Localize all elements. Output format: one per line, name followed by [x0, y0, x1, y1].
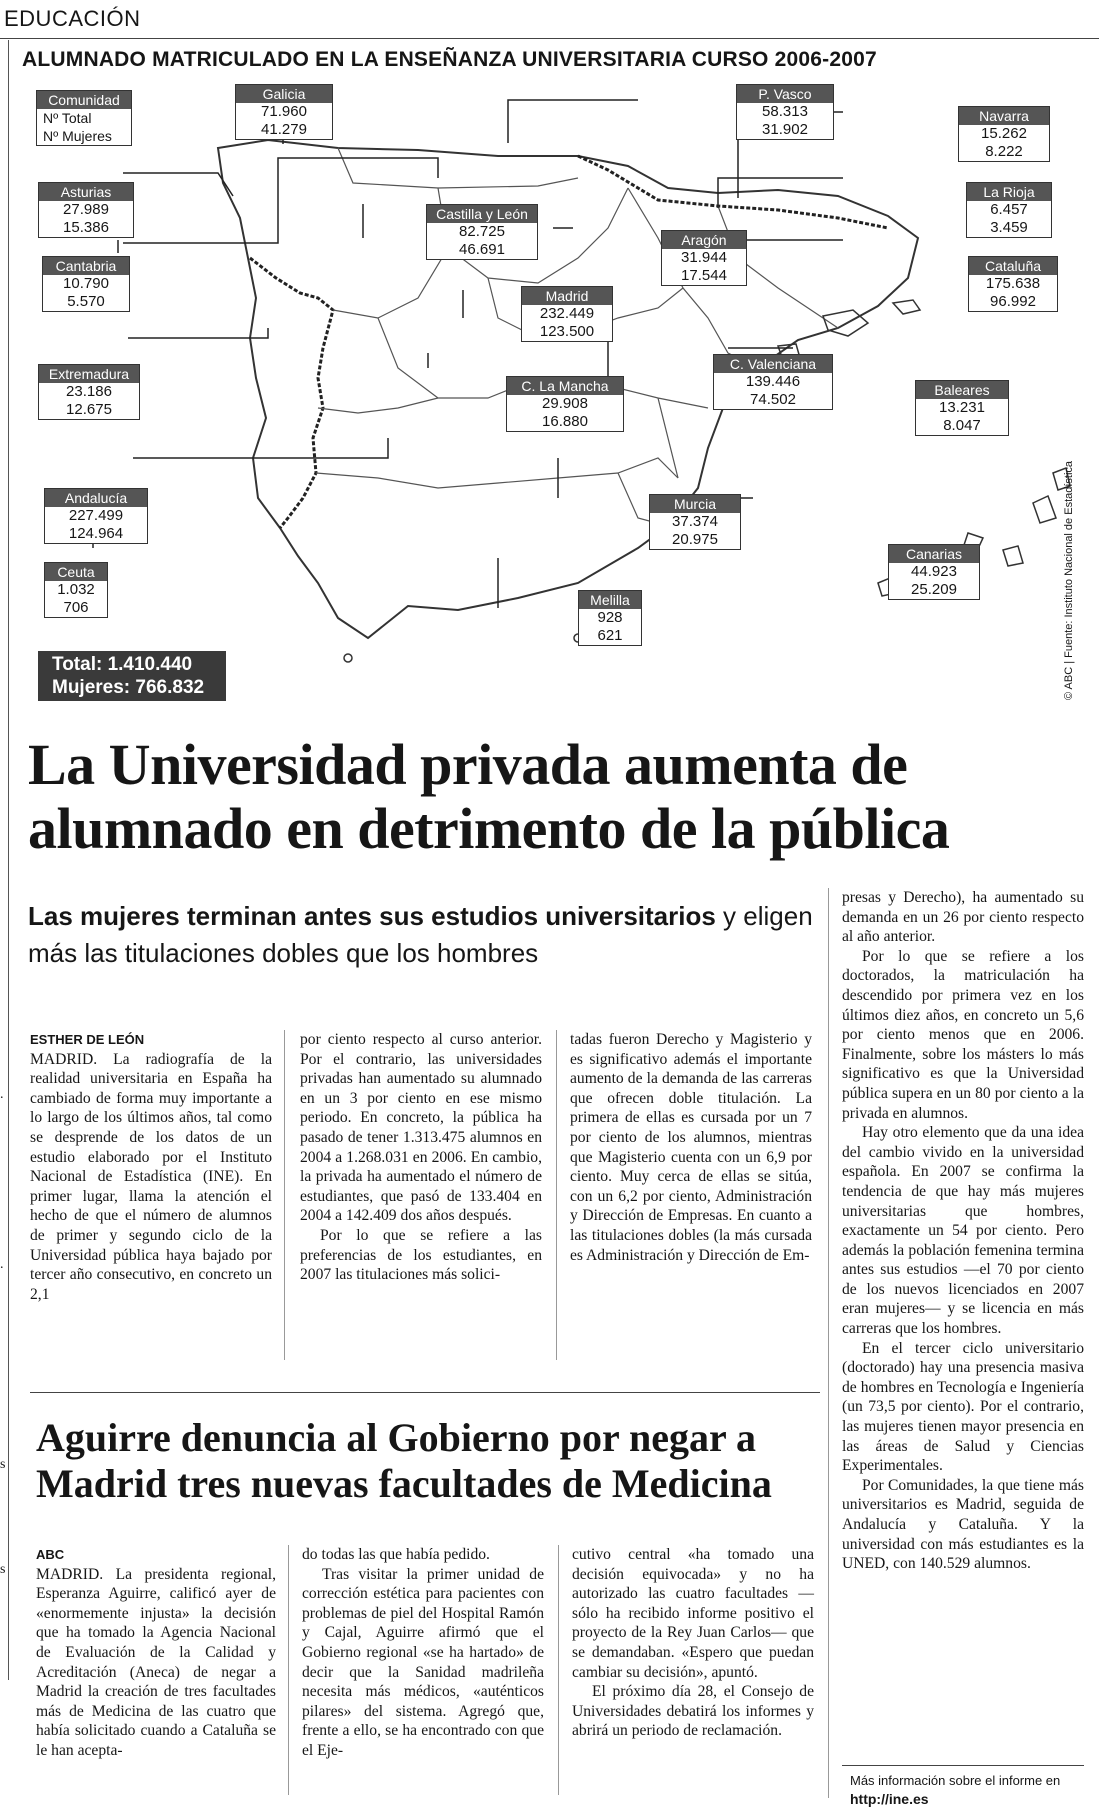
legend-box: [36, 90, 132, 146]
column-divider: [558, 1545, 559, 1795]
region-women: 5.570: [67, 293, 105, 310]
region-name: Murcia: [650, 495, 740, 513]
article1-paragraph: MADRID. La radiografía de la realidad universitaria en España ha cambiado de forma muy importante a lo largo de los últimos años, tal como se desprende de los datos de un estudio elaborado por el Instituto Nacional de Estadística (INE). En primer lugar, llama la atención el hecho de que el número de alumnos de primer y segundo ciclo de la Universidad pública haya bajado por tercer año consecutivo, en concreto un 2,1: [30, 1050, 272, 1303]
region-total: 31.944: [681, 249, 727, 266]
portugal-border: [250, 258, 333, 528]
region-women: 20.975: [672, 531, 718, 548]
total-line: Total: 1.410.440: [52, 654, 193, 675]
article2-byline: ABC: [36, 1547, 65, 1562]
region-name: C. Valenciana: [714, 355, 832, 373]
region-box-c-la-mancha: [506, 376, 624, 432]
region-women: 31.902: [762, 121, 808, 138]
region-box-extremadura: [38, 364, 140, 420]
region-box-canarias: [888, 544, 980, 600]
region-total: 227.499: [68, 507, 124, 524]
article1-column-2: [300, 1030, 542, 1285]
region-box-navarra: [958, 106, 1050, 162]
ceuta-marker: [344, 654, 352, 662]
article1-byline: ESTHER DE LEÓN: [30, 1032, 145, 1047]
region-total: 139.446: [745, 373, 801, 390]
region-name: La Rioja: [967, 183, 1051, 201]
region-name: Castilla y León: [427, 205, 537, 223]
region-women: 8.222: [985, 143, 1023, 160]
region-women: 41.279: [261, 121, 307, 138]
map-title: ALUMNADO MATRICULADO EN LA ENSEÑANZA UNIVERSITARIA CURSO 2006-2007: [22, 48, 877, 71]
region-name: Melilla: [579, 591, 641, 609]
article2-headline: [36, 1415, 772, 1507]
article1-column-1: [30, 1030, 272, 1304]
region-total: 13.231: [939, 399, 985, 416]
subhead-rest: y eligen más las titulaciones dobles que los hombres: [28, 901, 813, 968]
region-women: 74.502: [750, 391, 796, 408]
region-women: 8.047: [943, 417, 981, 434]
more-info-link[interactable]: http://ine.es: [850, 1791, 929, 1807]
section-rule: [0, 38, 1099, 39]
article1-paragraph: por ciento respecto al curso anterior. Por el contrario, las universidades privadas han aumentado su alumnado en un 3 por ciento en ese mismo periodo. En concreto, la pública ha pasado de tener 1.313.475 alumnos en 2004 a 1.268.031 en 2006. En cambio, la privada ha aumentado el número de estudiantes, que pasó de 133.404 en 2004 a 142.409 dos años después.: [300, 1031, 542, 1225]
region-box-cataluna: [968, 256, 1058, 312]
region-total: 6.457: [990, 201, 1028, 218]
region-box-cantabria: [42, 256, 130, 312]
legend-women: Nº Mujeres: [43, 128, 112, 144]
region-name: Cataluña: [969, 257, 1057, 275]
article1-subhead: [28, 898, 818, 972]
region-box-madrid: [521, 286, 613, 342]
region-name: Extremadura: [39, 365, 139, 383]
region-name: Galicia: [236, 85, 332, 103]
article1-headline: [28, 733, 949, 861]
article1-paragraph: Hay otro elemento que da una idea del cambio vivido en la universidad española. En 2007 se confirma la tendencia de que hay más mujeres universitarias que hombres, exactamente un 54 por ciento. Pero además la población femenina termina antes sus estudios —el 70 por ciento de los nuevos licenciados en 2007 eran mujeres— y se licencia en más carreras que los hombres.: [842, 1124, 1084, 1338]
region-box-ceuta: [44, 562, 108, 618]
region-box-c-valenciana: [713, 354, 833, 410]
women-line: Mujeres: 766.832: [52, 677, 205, 698]
region-women: 15.386: [63, 219, 109, 236]
region-name: Navarra: [959, 107, 1049, 125]
article2-paragraph: MADRID. La presidenta regional, Esperanza Aguirre, calificó ayer de «enormemente injusta» la decisión que ha tomado la Agencia Nacional de Evaluación de la Calidad y Acreditación (Aneca) de negar a Madrid la creación de tres facultades más de Medicina de las cuatro que había solicitado cuando a Cataluña se le han acepta-: [36, 1565, 276, 1759]
region-box-la-rioja: [966, 182, 1052, 238]
region-total: 29.908: [542, 395, 588, 412]
subhead-bold: Las mujeres terminan antes sus estudios universitarios: [28, 901, 716, 931]
column-divider: [828, 888, 829, 1798]
headline-line: alumnado en detrimento de la pública: [28, 796, 950, 861]
region-women: 12.675: [66, 401, 112, 418]
section-label: EDUCACIÓN: [4, 6, 141, 31]
column-divider: [284, 1030, 285, 1360]
region-total: 175.638: [985, 275, 1041, 292]
region-box-asturias: [38, 182, 134, 238]
headline-line: Madrid tres nuevas facultades de Medicina: [36, 1461, 772, 1506]
spain-map-infographic: [18, 78, 1078, 700]
region-women: 25.209: [911, 581, 957, 598]
region-box-andalucia: [44, 488, 148, 544]
region-name: Ceuta: [45, 563, 107, 581]
headline-line: Aguirre denuncia al Gobierno por negar a: [36, 1415, 757, 1460]
region-total: 928: [597, 609, 623, 626]
balearic-islands: [778, 300, 920, 360]
region-women: 124.964: [68, 525, 124, 542]
article1-paragraph: presas y Derecho), ha aumentado su demanda en un 26 por ciento respecto al año anterior.: [842, 889, 1084, 946]
region-box-castilla-y-leon: [426, 204, 538, 260]
article1-paragraph: En el tercer ciclo universitario (doctorado) hay una presencia masiva de hombres en Tecnología e Ingeniería (un 73,5 por ciento). Por el contrario, las mujeres tienen mayor presencia en las áreas de Salud y Ciencias Experimentales.: [842, 1339, 1084, 1475]
article1-column-4: [842, 888, 1084, 1574]
article2-paragraph: do todas las que había pedido.: [302, 1546, 490, 1563]
region-name: P. Vasco: [737, 85, 833, 103]
edge-fragment: s: [0, 1457, 6, 1472]
region-women: 96.992: [990, 293, 1036, 310]
region-name: Asturias: [39, 183, 133, 201]
region-total: 37.374: [672, 513, 718, 530]
region-box-melilla: [578, 590, 642, 646]
region-women: 16.880: [542, 413, 588, 430]
region-box-baleares: [915, 380, 1009, 436]
region-total: 232.449: [539, 305, 595, 322]
region-women: 46.691: [459, 241, 505, 258]
region-box-murcia: [649, 494, 741, 550]
region-name: Aragón: [662, 231, 746, 249]
region-total: 1.032: [57, 581, 95, 598]
region-name: Cantabria: [43, 257, 129, 275]
region-women: 17.544: [681, 267, 727, 284]
article-separator: [30, 1392, 820, 1393]
region-name: Andalucía: [45, 489, 147, 507]
region-total: 27.989: [63, 201, 109, 218]
headline-line: La Universidad privada aumenta de: [28, 732, 908, 797]
totals-box: [38, 651, 226, 701]
legend-total: Nº Total: [43, 110, 92, 126]
region-name: C. La Mancha: [507, 377, 623, 395]
column-divider: [556, 1030, 557, 1360]
edge-fragment: .: [0, 1257, 4, 1272]
region-total: 15.262: [981, 125, 1027, 142]
region-name: Canarias: [889, 545, 979, 563]
region-women: 3.459: [990, 219, 1028, 236]
article2-paragraph: El próximo día 28, el Consejo de Universidades debatirá los informes y abrirá un periodo de reclamación.: [572, 1683, 814, 1740]
more-info: [850, 1772, 1060, 1809]
source-credit: © ABC | Fuente: Instituto Nacional de Estadística: [1063, 460, 1075, 700]
region-total: 71.960: [261, 103, 307, 120]
region-women: 706: [63, 599, 89, 616]
region-women: 621: [597, 627, 623, 644]
gutter-rule: [8, 40, 9, 1680]
article2-column-3: [572, 1545, 814, 1741]
region-total: 58.313: [762, 103, 808, 120]
region-total: 10.790: [63, 275, 109, 292]
article1-paragraph: Por lo que se refiere a los doctorados, la matriculación ha descendido por primera vez en los últimos diez años, en concreto un 5,6 por ciento menos que en 2006. Finalmente, sobre los másters lo más significativo es que la Universidad pública supera en un 80 por ciento a la privada en alumnos.: [842, 947, 1084, 1122]
region-box-galicia: [235, 84, 333, 140]
article1-paragraph: Por Comunidades, la que tiene más universitarios es Madrid, seguida de Andalucía y Cataluña. Y la universidad con más estudiantes es la UNED, con 140.529 alumnos.: [842, 1476, 1084, 1573]
legend-name: Comunidad: [37, 91, 131, 109]
article2-column-1: [36, 1545, 276, 1761]
article2-paragraph: Tras visitar la primer unidad de corrección estética para pacientes con problemas de piel del Hospital Ramón y Cajal, Aguirre afirmó que el Gobierno regional «se ha hartado» de decir que la Sanidad madrileña necesita más médicos, «auténticos pilares» del sistema. Agregó que, frente a ello, se ha encontrado con que el Eje-: [302, 1565, 544, 1759]
region-total: 23.186: [66, 383, 112, 400]
edge-fragment: .: [0, 1087, 4, 1102]
region-total: 44.923: [911, 563, 957, 580]
article1-paragraph: Por lo que se refiere a las preferencias de los estudiantes, en 2007 las titulaciones más solici-: [300, 1226, 542, 1284]
region-name: Baleares: [916, 381, 1008, 399]
region-name: Madrid: [522, 287, 612, 305]
region-box-p-vasco: [736, 84, 834, 140]
edge-fragment: s: [0, 1562, 6, 1577]
article2-paragraph: cutivo central «ha tomado una decisión equivocada» y no ha autorizado las cuatro facultades —sólo ha recibido informe positivo el proyecto de la Rey Juan Carlos— que se demandaban. «Espero que puedan cambiar su decisión», apuntó.: [572, 1546, 814, 1681]
more-info-text: Más información sobre el informe en: [850, 1773, 1061, 1788]
column-divider: [288, 1545, 289, 1795]
region-women: 123.500: [539, 323, 595, 340]
more-info-rule: [842, 1765, 1084, 1766]
article1-column-3: [570, 1030, 812, 1265]
article2-column-2: [302, 1545, 544, 1761]
region-box-aragon: [661, 230, 747, 286]
article1-paragraph: tadas fueron Derecho y Magisterio y es significativo además el importante aumento de la demanda de las carreras que ofrecen doble titulación. La primera de ellas es cursada por un 7 por ciento de los alumnos, mientras que Magisterio cuenta con un 6,9 por ciento. Muy cerca de ellas se sitúa, con un 6,2 por ciento, Administración y Dirección de Empresas. En cuanto a las titulaciones dobles (la más cursada es Administración y Dirección de Em-: [570, 1031, 812, 1264]
region-total: 82.725: [459, 223, 505, 240]
